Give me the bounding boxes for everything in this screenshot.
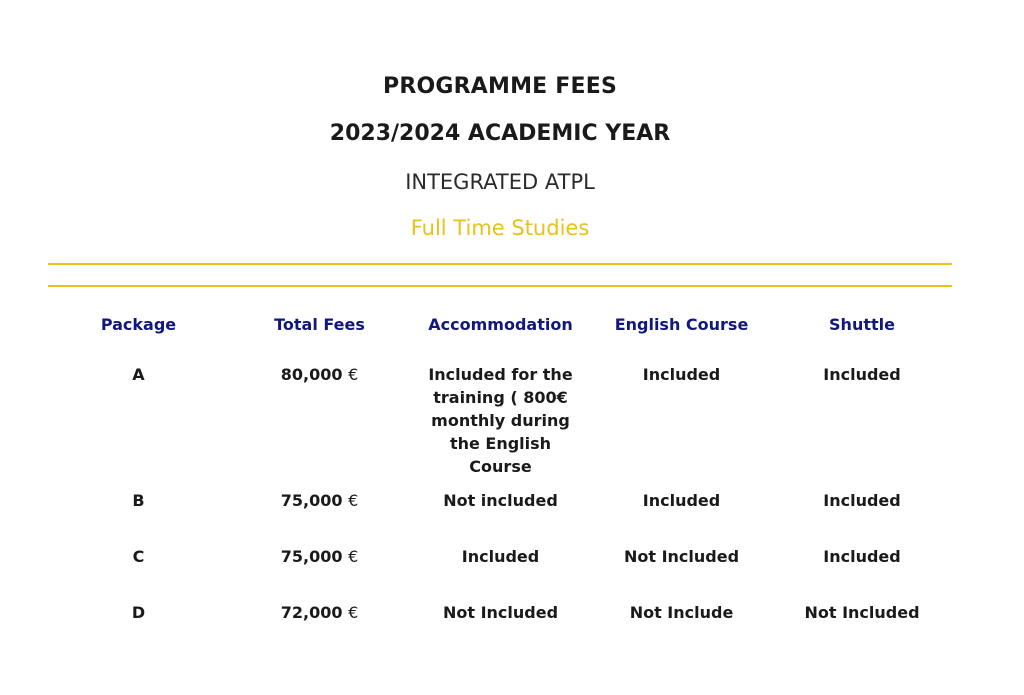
table-row <box>48 489 952 545</box>
currency-symbol: € <box>348 365 359 384</box>
fee-amount: 80,000 <box>280 365 343 384</box>
english-course-cell: Included <box>642 491 721 510</box>
study-mode-heading: Full Time Studies <box>410 216 590 240</box>
english-course-cell: Not Include <box>629 603 734 622</box>
column-header-english-course: English Course <box>614 315 749 334</box>
accommodation-cell: Not included <box>443 491 558 510</box>
divider-bottom <box>48 285 952 287</box>
column-header-accommodation: Accommodation <box>428 315 573 334</box>
column-header-total-fees: Total Fees <box>274 315 365 334</box>
column-header-package: Package <box>100 315 177 334</box>
package-cell: C <box>132 547 145 566</box>
accommodation-text: Included for the training ( 800€ monthly during the English Course <box>428 365 573 476</box>
currency-symbol: € <box>348 547 359 566</box>
table-row <box>48 601 952 657</box>
page-title: PROGRAMME FEES <box>383 74 617 99</box>
divider-top <box>48 263 952 265</box>
shuttle-cell: Included <box>823 547 901 566</box>
table-row <box>48 545 952 601</box>
package-cell: A <box>132 365 145 384</box>
english-course-cell: Included <box>642 365 721 384</box>
table-row <box>48 363 952 489</box>
accommodation-cell <box>410 363 591 489</box>
fee-cell <box>229 545 410 601</box>
fee-cell <box>229 489 410 545</box>
fee-amount: 72,000 <box>280 603 343 622</box>
shuttle-cell: Included <box>823 491 901 510</box>
english-course-cell: Not Included <box>623 547 740 566</box>
fee-cell <box>229 363 410 489</box>
fees-table <box>48 306 952 657</box>
fee-cell <box>229 601 410 657</box>
fee-amount: 75,000 <box>280 491 343 510</box>
table-header-row <box>48 306 952 363</box>
accommodation-cell: Not Included <box>442 603 559 622</box>
accommodation-cell: Included <box>461 547 540 566</box>
shuttle-cell: Included <box>823 365 901 384</box>
column-header-shuttle: Shuttle <box>829 315 895 334</box>
currency-symbol: € <box>348 603 359 622</box>
shuttle-cell: Not Included <box>804 603 920 622</box>
academic-year-heading: 2023/2024 ACADEMIC YEAR <box>329 121 671 146</box>
package-cell: B <box>132 491 145 510</box>
fee-amount: 75,000 <box>280 547 343 566</box>
package-cell: D <box>131 603 146 622</box>
program-name-heading: INTEGRATED ATPL <box>405 170 595 194</box>
currency-symbol: € <box>348 491 359 510</box>
